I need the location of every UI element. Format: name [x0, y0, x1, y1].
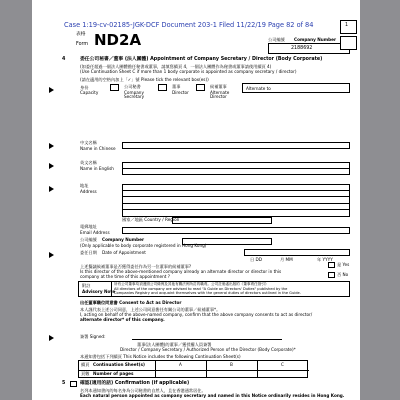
alternate-to-label: Alternate to: [246, 85, 271, 91]
section-4-note-tick: (請在適用的空格內加上「✓」號 Please tick the relevant box(es)): [80, 77, 209, 82]
email-label-zh: 電郵地址: [80, 224, 97, 229]
arrow-icon: [49, 143, 54, 149]
advisory-text-3: Companies Registry and acquaint themselves with the general duties of directors outlined in the Guide.: [114, 291, 301, 295]
advisory-note-box: [78, 281, 350, 297]
form-code: ND2A: [94, 31, 142, 49]
company-number-box[interactable]: [268, 43, 350, 54]
arrow-icon: [49, 252, 54, 258]
consent-zh: 本人謹代表上述公司同意，上述公司同意擔任有關公司的董事／候補董事*。: [80, 307, 221, 312]
page-marker-box: [340, 20, 357, 34]
country-region-field[interactable]: [172, 217, 272, 224]
company-number-value: 2188692: [291, 45, 313, 51]
alt-question-zh: 上述擬議候補董事是否獲得委任作為另一位董事的候補董事?: [80, 264, 192, 269]
name-zh-label-en: Name in Chinese: [80, 146, 116, 151]
signed-caption-en: Director / Company Secretary / Authorized Person of the Director (Body Corporate)*: [120, 347, 296, 352]
yes-label: 是 Yes: [337, 262, 350, 267]
company-number-label-en: Company Number: [294, 37, 337, 42]
continuation-table: [78, 360, 308, 378]
country-region-label: 國家／地區 Country / Region: [122, 217, 180, 222]
date-dd-label: 日 DD: [250, 257, 262, 262]
name-in-chinese-field[interactable]: [122, 142, 350, 149]
section-4-note-zh: (如委任超過一個法人團體擔任秘書或董事，請填寫續頁 4，一個法人團體作為秘書或董事請使用續頁 4): [80, 64, 272, 69]
cont-col-c: C: [281, 362, 284, 367]
co-number-label-zh: 公司編號: [80, 237, 97, 242]
page-marker-box-2: [340, 36, 357, 50]
no-label: 否 No: [337, 272, 349, 277]
date-yyyy-label: 年 YYYY: [317, 257, 333, 262]
form-page: [32, 0, 360, 400]
alternate-to-field[interactable]: [242, 83, 350, 93]
cont-row1-label-en: Continuation Sheet(s): [93, 362, 145, 367]
cont-row2-label-zh: 頁數: [81, 370, 90, 376]
advisory-divider: [111, 282, 112, 297]
alt-question-en-2: company at the time of this appointment ?: [80, 274, 170, 279]
advisory-text-2: All directors of the company are advised to read "A Guide on Directors' Duties" published by the: [114, 286, 288, 291]
arrow-icon: [49, 163, 54, 169]
cont-col-a: A: [179, 362, 182, 367]
co-number-label-en: Company Number: [102, 237, 145, 242]
capacity-label-zh: 身份: [80, 85, 89, 90]
signed-label: 簽署 Signed:: [80, 334, 106, 339]
advisory-label-en: Advisory Note: [82, 289, 116, 294]
email-label-en: Email Address: [80, 230, 110, 235]
option-label-en: Company Secretary: [124, 90, 145, 100]
option-label-zh: 董事: [172, 84, 181, 89]
signed-caption-zh: 董事(法人團體)的董事／獲授權人員簽署: [137, 342, 212, 347]
cont-col-b: B: [230, 362, 233, 367]
co-number-field[interactable]: [182, 238, 272, 245]
address-label-en: Address: [80, 189, 97, 194]
confirmation-checkbox[interactable]: [70, 381, 77, 387]
date-of-appointment-field[interactable]: [244, 249, 350, 256]
yes-checkbox[interactable]: [328, 262, 335, 268]
section-5-text-zh: 名列本通知書內的每名身為公司秘書的自然人，且在香港通常居住。: [80, 388, 206, 393]
company-secretary-checkbox[interactable]: [110, 84, 119, 91]
name-en-label-zh: 英文名稱: [80, 160, 97, 165]
case-stamp: Case 1:19-cv-02185-JGK-DCF Document 203-1 Filed 11/22/19 Page 82 of 84: [64, 21, 314, 29]
section-4-note-en: (Use Continuation Sheet C if more than 1 body corporate is appointed as company secretary / director): [80, 69, 297, 74]
name-zh-label-zh: 中文名稱: [80, 140, 97, 145]
form-label-zh: 表格: [76, 32, 86, 37]
option-label-zh: 公司秘書: [124, 84, 141, 89]
arrow-icon: [49, 335, 54, 341]
alternate-director-checkbox[interactable]: [196, 84, 205, 91]
option-label-zh: 候補董事: [210, 84, 227, 89]
address-line-5[interactable]: [122, 210, 350, 217]
table-divider: [257, 361, 258, 378]
section-4-title: 委任公司秘書／董事 (法人團體) Appointment of Company Secretary / Director (Body Corporate): [80, 57, 323, 62]
form-label-en: Form: [76, 42, 89, 47]
advisory-label-zh: 附註: [82, 283, 91, 288]
date-mm-label: 月 MM: [280, 257, 293, 262]
name-in-english-field-2[interactable]: [122, 169, 350, 176]
cont-row1-label-zh: 續頁: [81, 362, 90, 367]
address-label-zh: 地址: [80, 183, 89, 188]
section-4-number: 4: [62, 57, 66, 62]
option-label-en: Alternate Director: [210, 90, 230, 100]
name-en-label-en: Name in English: [80, 166, 114, 171]
company-number-label-zh: 公司編號: [268, 37, 285, 42]
cont-row2-label-en: Number of pages: [93, 370, 134, 376]
table-divider: [206, 361, 207, 378]
continuation-note: 本通知書包括下列續頁 This Notice includes the following Continuation Sheet(s): [80, 354, 241, 359]
signature-line[interactable]: [132, 339, 282, 340]
section-5-title: 確認(適用的話) Confirmation (if applicable): [80, 381, 190, 386]
option-label-en: Director: [172, 90, 189, 95]
consent-en-1: I, acting on behalf of the above-named company, confirm that the above company consents to act as director/: [80, 312, 313, 317]
capacity-label-en: Capacity: [80, 90, 99, 95]
section-5-number: 5: [62, 381, 66, 386]
table-divider: [155, 361, 156, 378]
arrow-icon: [49, 186, 54, 192]
arrow-icon: [49, 87, 54, 93]
email-field[interactable]: [122, 227, 350, 234]
co-number-note: (Only applicable to body corporate registered in Hong Kong): [80, 243, 207, 248]
advisory-text-1: 所有公司董事均須遵照公司條例及其他有關法例所訂的職責。公司註冊處出版的《董事責任指引》: [114, 282, 269, 286]
consent-en-2: alternate director* of this company.: [80, 317, 165, 322]
director-checkbox[interactable]: [158, 84, 167, 91]
date-label-zh: 委任日期: [80, 250, 97, 255]
date-label-en: Date of Appointment: [102, 250, 146, 255]
alt-question-en: Is this director of the above-mentioned company already an alternate director or director in this: [80, 269, 282, 274]
consent-title: 出任董事職位同意書 Consent to Act as Director: [80, 300, 182, 305]
no-checkbox[interactable]: [328, 272, 335, 278]
section-5-text-en: Each natural person appointed as company secretary and named in this Notice ordinarily resides in Hong Kong.: [80, 393, 345, 398]
page-marker: 1: [345, 23, 349, 28]
